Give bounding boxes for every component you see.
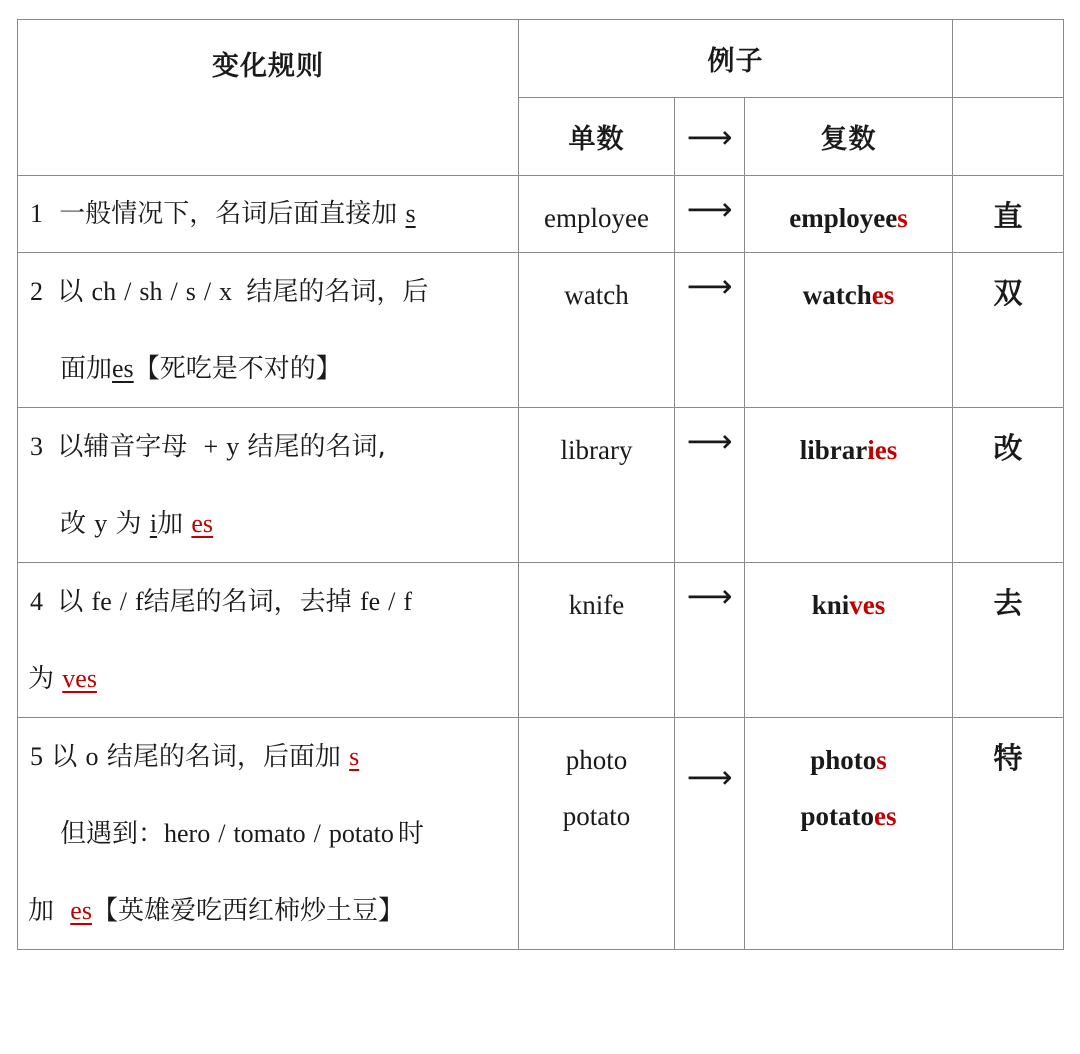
rule-cell: 2 以 ch / sh / s / x 结尾的名词，后 面加es【死吃是不对的】 <box>18 253 519 408</box>
rule-number: 1 <box>30 198 43 228</box>
table-row <box>18 718 1064 950</box>
arrow-icon: ⟶ <box>675 563 745 718</box>
rule-text: 一般情况下，名词后面直接加 <box>59 198 398 229</box>
plural-example: employees <box>745 176 953 253</box>
table-row <box>18 253 1064 408</box>
arrow-icon: ⟶ <box>675 176 745 253</box>
plural-example: libraries <box>745 408 953 563</box>
empty-header-cell <box>953 20 1064 98</box>
singular-example: knife <box>519 563 675 718</box>
plural-header: 复数 <box>745 98 953 176</box>
singular-example: photo potato <box>519 718 675 950</box>
rule-cell: 3 以辅音字母 + y 结尾的名词, 改 y 为 i加 es <box>18 408 519 563</box>
rule-cell: 5 以 o 结尾的名词，后面加 s 但遇到：hero / tomato / potato 时 加 es【英雄爱吃西红柿炒土豆】 <box>18 718 519 950</box>
mnemonic-tag: 特 <box>953 718 1064 950</box>
singular-example: employee <box>519 176 675 253</box>
mnemonic-tag: 去 <box>953 563 1064 718</box>
singular-example: library <box>519 408 675 563</box>
plural-example: watches <box>745 253 953 408</box>
singular-example: watch <box>519 253 675 408</box>
plural-example: photos potatoes <box>745 718 953 950</box>
arrow-icon: ⟶ <box>675 718 745 950</box>
singular-header: 单数 <box>519 98 675 176</box>
rule-column-header: 变化规则 <box>18 20 519 176</box>
plural-rules-table <box>17 19 1064 950</box>
examples-column-header: 例子 <box>519 20 953 98</box>
arrow-icon: ⟶ <box>675 253 745 408</box>
table-row <box>18 563 1064 718</box>
rule-cell <box>18 176 519 253</box>
mnemonic-tag: 双 <box>953 253 1064 408</box>
table-row <box>18 408 1064 563</box>
plural-example: knives <box>745 563 953 718</box>
arrow-icon: ⟶ <box>675 408 745 563</box>
empty-header-cell <box>953 98 1064 176</box>
mnemonic-tag: 改 <box>953 408 1064 563</box>
table-row <box>18 176 1064 253</box>
rule-suffix: s <box>405 198 416 228</box>
arrow-icon: ⟶ <box>675 98 745 176</box>
mnemonic-tag: 直 <box>953 176 1064 253</box>
rule-cell: 4 以 fe / f结尾的名词，去掉 fe / f 为 ves <box>18 563 519 718</box>
